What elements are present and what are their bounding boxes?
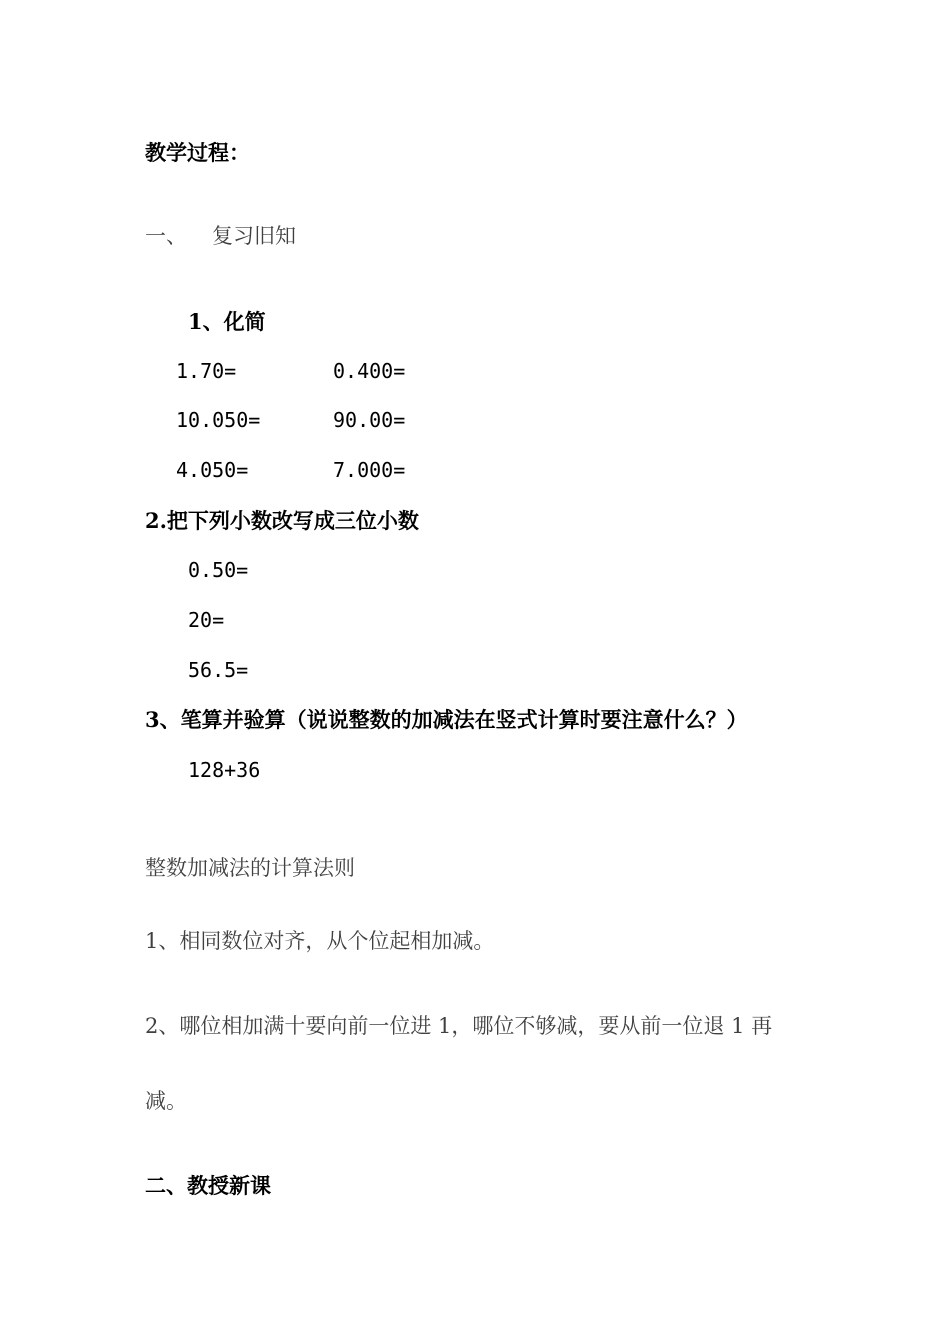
q3-expression: 128+36 [188,758,261,782]
q1-item: 90.00= [333,408,406,432]
q1-item: 0.400= [333,359,406,383]
q3-title: 3、笔算并验算（说说整数的加减法在竖式计算时要注意什么？） [145,707,748,732]
q1-item: 10.050= [176,408,261,432]
q2-item: 20= [188,608,225,632]
section1-marker: 一、 [145,224,187,248]
section2-title: 二、教授新课 [145,1173,271,1198]
page-heading: 教学过程： [145,140,250,165]
q1-item: 7.000= [333,458,406,482]
section1-title: 复习旧知 [212,224,296,248]
q2-title: 2.把下列小数改写成三位小数 [145,508,419,533]
q1-item: 1.70= [176,359,237,383]
rules-title: 整数加减法的计算法则 [145,856,355,880]
rule-2-line2: 减。 [145,1089,187,1113]
rule-1: 1、相同数位对齐，从个位起相加减。 [145,929,495,953]
q2-item: 0.50= [188,558,249,582]
q1-title: 1、化简 [188,309,266,334]
q2-item: 56.5= [188,658,249,682]
q1-item: 4.050= [176,458,249,482]
rule-2-line1: 2、哪位相加满十要向前一位进 1，哪位不够减，要从前一位退 1 再 [145,1014,773,1038]
